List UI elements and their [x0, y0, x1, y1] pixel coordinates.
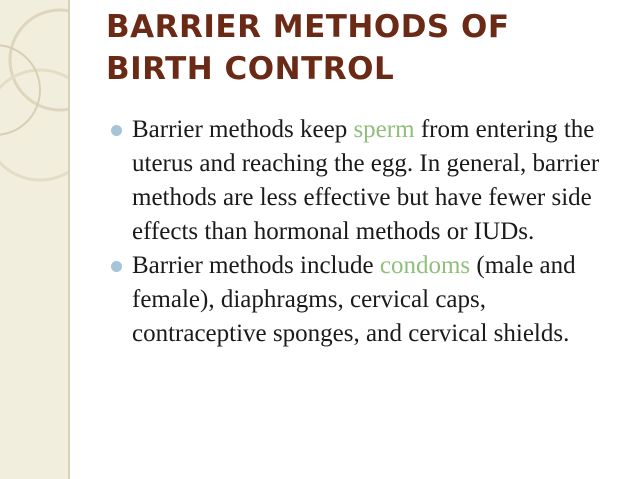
sperm-link[interactable]: sperm	[353, 116, 415, 143]
condoms-link[interactable]: condoms	[379, 252, 471, 279]
circle-bullet-icon	[111, 125, 122, 136]
ring-decoration-icon	[0, 0, 68, 479]
circle-bullet-icon	[111, 261, 122, 272]
bullet-text: Barrier methods include	[132, 252, 380, 279]
bullet-text: (male and female), diaphragms, cervical caps, contraceptive sponges, and cervical shields.	[132, 252, 576, 347]
bullet-item-1	[104, 113, 624, 249]
slide-body	[104, 113, 624, 351]
bullet-text: Barrier methods keep	[132, 116, 354, 143]
bullet-text: from entering the uterus and reaching the egg. In general, barrier methods are less effective but have fewer side effects than hormonal methods or IUDs.	[132, 116, 600, 245]
decorative-side-strip	[0, 0, 70, 479]
slide-title: BARRIER METHODS OF BIRTH CONTROL	[106, 9, 510, 87]
bullet-item-2	[104, 249, 624, 351]
